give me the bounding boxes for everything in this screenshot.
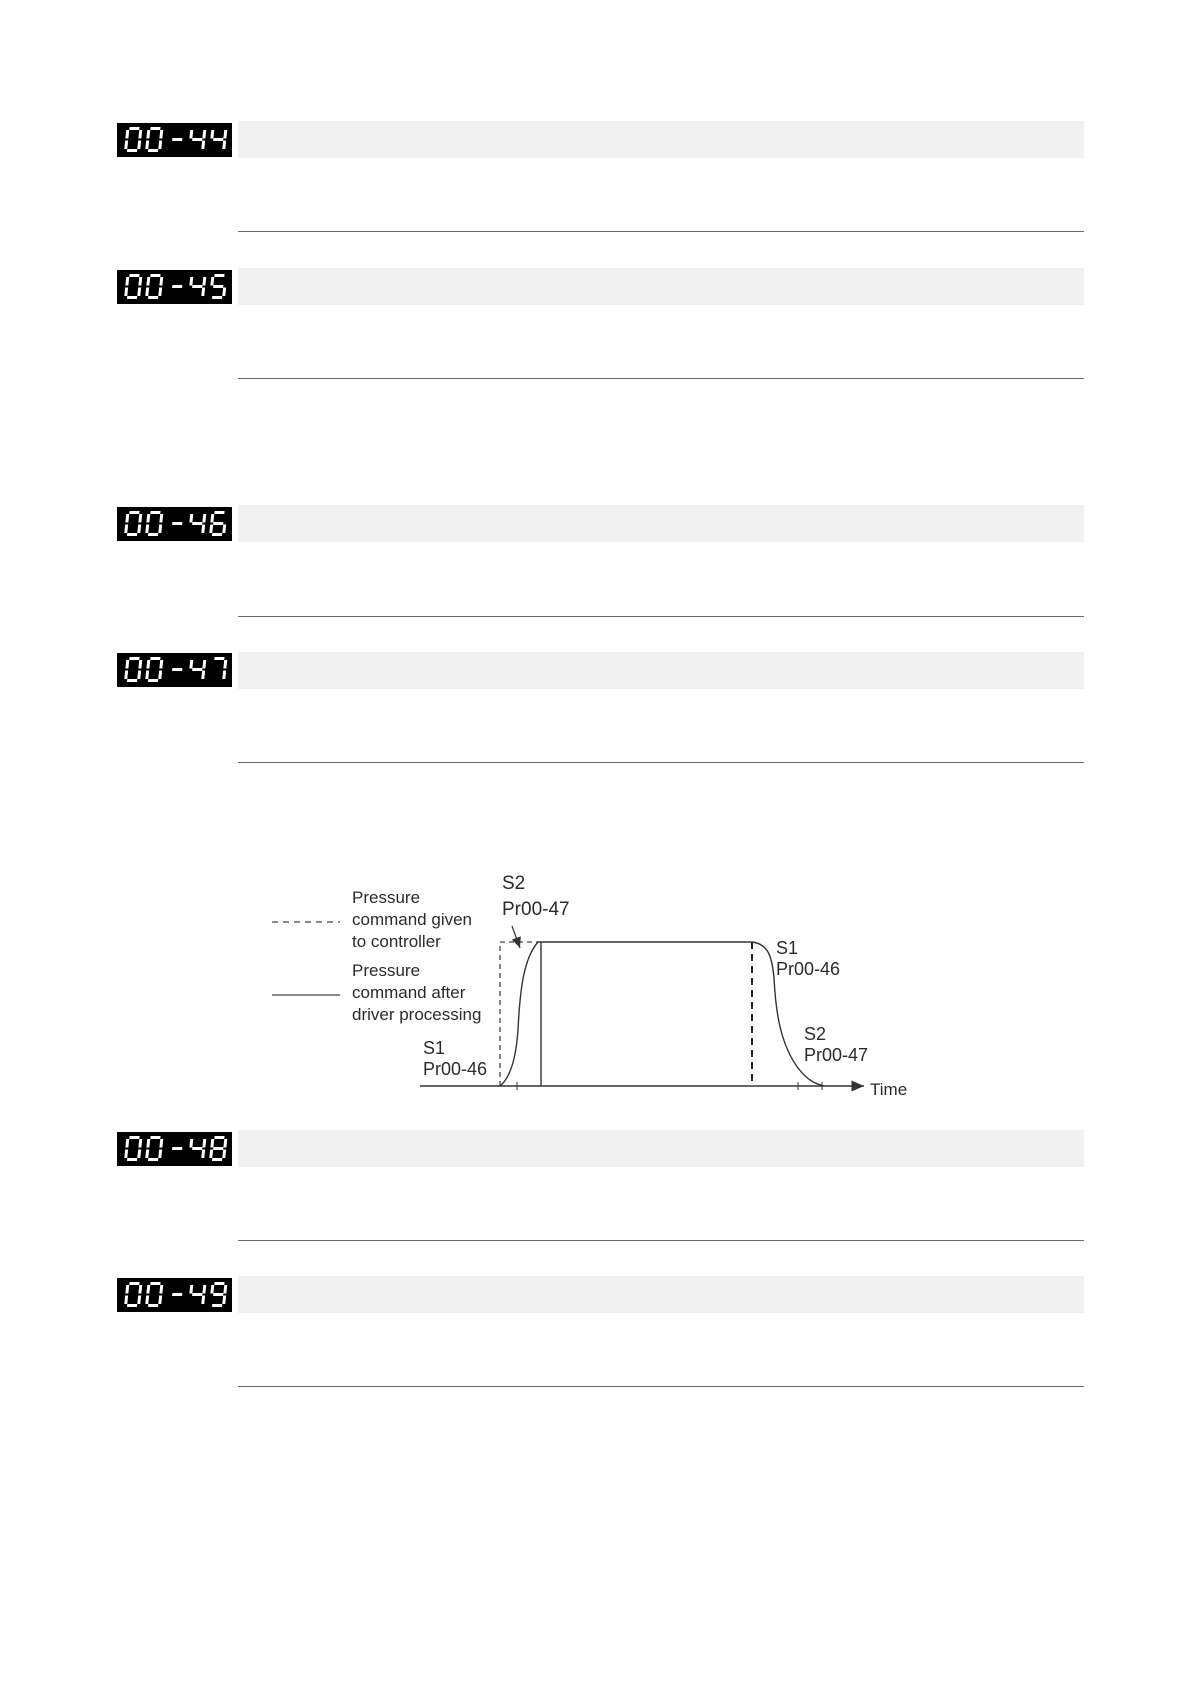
label-s1-left: S1 xyxy=(423,1038,446,1058)
display-digit xyxy=(172,1293,182,1296)
display-digit xyxy=(209,274,228,299)
display-digit xyxy=(188,660,206,679)
label-pr0047-top: Pr00-47 xyxy=(502,899,570,920)
seven-segment-display xyxy=(117,653,232,687)
display-digit xyxy=(188,1139,206,1158)
display-digit xyxy=(145,274,164,299)
param-code-badge-00-49 xyxy=(117,1278,232,1312)
display-digit xyxy=(188,277,206,296)
legend-dashed-label-line3: to controller xyxy=(352,932,441,951)
param-code-badge-00-44 xyxy=(117,123,232,157)
param-title-bar-00-48 xyxy=(238,1130,1084,1167)
param-title-bar-00-49 xyxy=(238,1276,1084,1313)
display-digit xyxy=(145,1136,164,1161)
display-digit xyxy=(124,1136,143,1161)
display-digit xyxy=(172,1147,182,1150)
param-code-badge-00-45 xyxy=(117,270,232,304)
display-digit xyxy=(209,130,227,149)
param-code-badge-00-47 xyxy=(117,653,232,687)
display-digit xyxy=(124,511,143,536)
label-s2-top: S2 xyxy=(502,873,526,894)
display-digit xyxy=(124,127,143,152)
display-digit xyxy=(209,511,228,536)
display-digit xyxy=(172,668,182,671)
param-code-badge-00-48 xyxy=(117,1132,232,1166)
legend-dashed-label-line2: command given xyxy=(352,910,473,929)
display-digit xyxy=(145,1282,164,1307)
label-pr0046-left: Pr00-46 xyxy=(423,1059,488,1079)
section-divider xyxy=(238,378,1084,379)
section-divider xyxy=(238,1240,1084,1241)
display-digit xyxy=(188,514,206,533)
section-divider xyxy=(238,1386,1084,1387)
section-divider xyxy=(238,616,1084,617)
label-pr0047-right: Pr00-47 xyxy=(804,1045,869,1065)
display-digit xyxy=(209,1136,228,1161)
legend-solid-label-line2: command after xyxy=(352,983,466,1002)
display-digit xyxy=(188,130,206,149)
section-divider xyxy=(238,762,1084,763)
param-title-bar-00-45 xyxy=(238,268,1084,305)
seven-segment-display xyxy=(117,1132,232,1166)
label-pr0046-right: Pr00-46 xyxy=(776,959,841,979)
param-title-bar-00-46 xyxy=(238,505,1084,542)
pointer-arrow xyxy=(512,926,520,948)
legend-solid-label-line3: driver processing xyxy=(352,1005,482,1024)
display-digit xyxy=(124,274,143,299)
display-digit xyxy=(172,285,182,288)
display-digit xyxy=(188,1285,206,1304)
section-divider xyxy=(238,231,1084,232)
label-s2-right: S2 xyxy=(804,1024,827,1044)
param-title-bar-00-44 xyxy=(238,121,1084,158)
param-code-badge-00-46 xyxy=(117,507,232,541)
display-digit xyxy=(124,1282,143,1307)
time-axis-label: Time xyxy=(870,1080,908,1099)
seven-segment-display xyxy=(117,270,232,304)
pressure-command-diagram xyxy=(268,868,928,1104)
legend-solid-label-line1: Pressure xyxy=(352,961,421,980)
display-digit xyxy=(172,522,182,525)
seven-segment-display xyxy=(117,507,232,541)
display-digit xyxy=(145,511,164,536)
seven-segment-display xyxy=(117,1278,232,1312)
param-title-bar-00-47 xyxy=(238,652,1084,689)
display-digit xyxy=(145,657,164,682)
display-digit xyxy=(212,657,227,679)
display-digit xyxy=(145,127,164,152)
label-s1-right: S1 xyxy=(776,938,799,958)
seven-segment-display xyxy=(117,123,232,157)
legend-dashed-label-line1: Pressure xyxy=(352,888,421,907)
display-digit xyxy=(124,657,143,682)
display-digit xyxy=(172,138,182,141)
display-digit xyxy=(209,1282,228,1307)
